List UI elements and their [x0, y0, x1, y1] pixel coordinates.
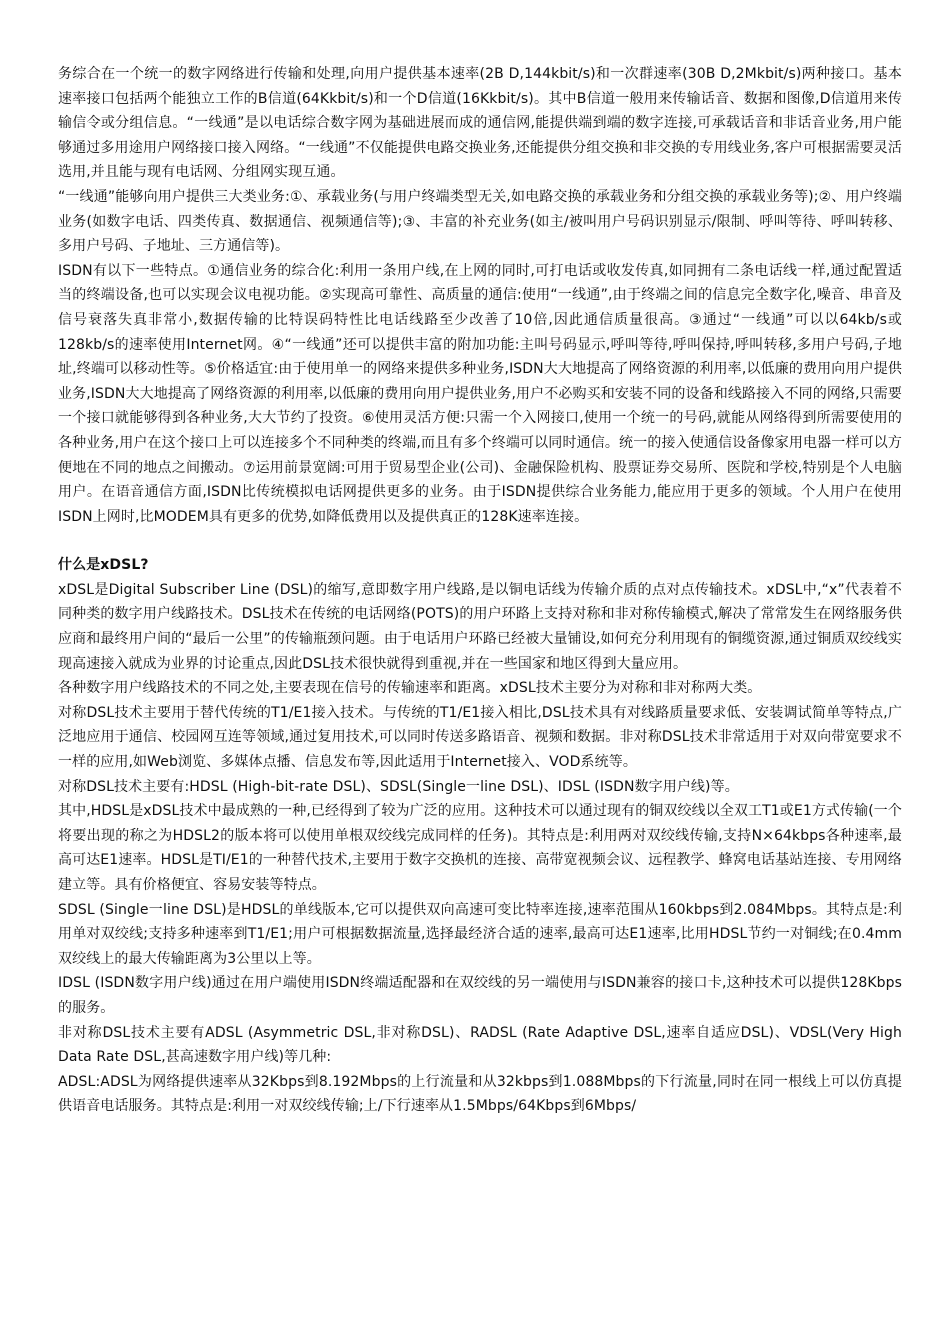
document-page: [58, 62, 902, 1119]
isdn-services-paragraph: “一线通”能够向用户提供三大类业务:①、承载业务(与用户终端类型无关,如电路交换的承载业务和分组交换的承载业务等);②、用户终端业务(如数字电话、四类传真、数据通信、视频通信等);③、丰富的补充业务(如主/被叫用户号码识别显示/限制、呼叫等待、呼叫转移、多用户号码、子地址、三方通信等)。: [58, 188, 902, 255]
sdsl-paragraph: SDSL (Single一line DSL)是HDSL的单线版本,它可以提供双向高速可变比特率连接,速率范围从160kbps到2.084Mbps。其特点是:利用单对双绞线;支持多种速率到T1/E1;用户可根据数据流量,选择最经济合适的速率,最高可达E1速率,比用HDSL节约一对铜线;在0.4mm双绞线上的最大传输距离为3公里以上等。: [58, 901, 902, 967]
isdn-features-paragraph: ISDN有以下一些特点。①通信业务的综合化:利用一条用户线,在上网的同时,可打电话或收发传真,如同拥有二条电话线一样,通过配置适当的终端设备,也可以实现会议电视功能。②实现高可靠性、高质量的通信:使用“一线通”,由于终端之间的信息完全数字化,噪音、串音及信号衰落失真非常小,数据传输的比特误码特性比电话线路至少改善了10倍,因此通信质量很高。③通过“一线通”可以以64kb/s或128kb/s的速率使用Internet网。④“一线通”还可以提供丰富的附加功能:主叫号码显示,呼叫等待,呼叫保持,呼叫转移,多用户号码,子地址,终端可以移动性等。⑤价格适宜:由于使用单一的网络来提供多种业务,ISDN大大地提高了网络资源的利用率,以低廉的费用向用户提供业务,ISDN大大地提高了网络资源的利用率,以低廉的费用向用户提供业务,用户不必购买和安装不同的设备和线路接入不同的网络,只需要一个接口就能够得到各种业务,大大节约了投资。⑥使用灵活方便:只需一个入网接口,使用一个统一的号码,就能从网络得到所需要使用的各种业务,用户在这个接口上可以连接多个不同种类的终端,而且有多个终端可以同时通信。统一的接入使通信设备像家用电器一样可以方便地在不同的地点之间搬动。⑦运用前景宽阔:可用于贸易型企业(公司)、金融保险机构、股票证券交易所、医院和学校,特别是个人电脑用户。在语音通信方面,ISDN比传统模拟电话网提供更多的业务。由于ISDN提供综合业务能力,能应用于更多的领域。个人用户在使用ISDN上网时,比MODEM具有更多的优势,如降低费用以及提供真正的128K速率连接。: [58, 262, 902, 525]
xdsl-heading: 什么是xDSL?: [58, 557, 149, 574]
section-spacer: [58, 529, 902, 553]
hdsl-paragraph: 其中,HDSL是xDSL技术中最成熟的一种,已经得到了较为广泛的应用。这种技术可以通过现有的铜双绞线以全双工T1或E1方式传输(一个将要出现的称之为HDSL2的版本将可以使用单根双绞线完成同样的任务)。其特点是:利用两对双绞线传输,支持N×64kbps各种速率,最高可达E1速率。HDSL是TI/E1的一种替代技术,主要用于数字交换机的连接、高带宽视频会议、远程教学、蜂窝电话基站连接、专用网络建立等。具有价格便宜、容易安装等特点。: [58, 803, 902, 893]
isdn-intro-paragraph: 务综合在一个统一的数字网络进行传输和处理,向用户提供基本速率(2B D,144kbit/s)和一次群速率(30B D,2Mkbit/s)两种接口。基本速率接口包括两个能独立工作的B信道(64Kkbit/s)和一个D信道(16Kkbit/s)。其中B信道一般用来传输话音、数据和图像,D信道用来传输信令或分组信息。“一线通”是以电话综合数字网为基础进展而成的通信网,能提供端到端的数字连接,可承载话音和非话音业务,用户能够通过多用途用户网络接口接入网络。“一线通”不仅能提供电路交换业务,还能提供分组交换和非交换的专用线业务,客户可根据需要灵活选用,并且能与现有电话网、分组网实现互通。: [58, 66, 902, 181]
xdsl-definition-paragraph: xDSL是Digital Subscriber Line (DSL)的缩写,意即数字用户线路,是以铜电话线为传输介质的点对点传输技术。xDSL中,“x”代表着不同种类的数字用户线路技术。DSL技术在传统的电话网络(POTS)的用户环路上支持对称和非对称传输模式,解决了常常发生在网络服务供应商和最终用户间的“最后一公里”的传输瓶颈问题。由于电话用户环路已经被大量铺设,如何充分利用现有的铜缆资源,通过铜质双绞线实现高速接入就成为业界的讨论重点,因此DSL技术很快就得到重视,并在一些国家和地区得到大量应用。: [58, 581, 902, 672]
symmetric-dsl-types-paragraph: 对称DSL技术主要有:HDSL (High-bit-rate DSL)、SDSL(Single一line DSL)、IDSL (ISDN数字用户线)等。: [58, 778, 739, 795]
idsl-paragraph: IDSL (ISDN数字用户线)通过在用户端使用ISDN终端适配器和在双绞线的另一端使用与ISDN兼容的接口卡,这种技术可以提供128Kbps的服务。: [58, 975, 902, 1016]
adsl-paragraph: ADSL:ADSL为网络提供速率从32Kbps到8.192Mbps的上行流量和从32kbps到1.088Mbps的下行流量,同时在同一根线上可以仿真提供语音电话服务。其特点是:利用一对双绞线传输;上/下行速率从1.5Mbps/64Kbps到6Mbps/: [58, 1073, 902, 1115]
asymmetric-dsl-paragraph: 非对称DSL技术主要有ADSL (Asymmetric DSL,非对称DSL)、RADSL (Rate Adaptive DSL,速率自适应DSL)、VDSL(Very High Data Rate DSL,甚高速数字用户线)等几种:: [58, 1024, 902, 1066]
symmetric-dsl-paragraph: 对称DSL技术主要用于替代传统的T1/E1接入技术。与传统的T1/E1接入相比,DSL技术具有对线路质量要求低、安装调试简单等特点,广泛地应用于通信、校园网互连等领域,通过复用技术,可以同时传送多路语音、视频和数据。非对称DSL技术非常适用于对双向带宽要求不一样的应用,如Web浏览、多媒体点播、信息发布等,因此适用于Internet接入、VOD系统等。: [58, 704, 902, 771]
xdsl-categories-paragraph: 各种数字用户线路技术的不同之处,主要表现在信号的传输速率和距离。xDSL技术主要分为对称和非对称两大类。: [58, 680, 762, 697]
